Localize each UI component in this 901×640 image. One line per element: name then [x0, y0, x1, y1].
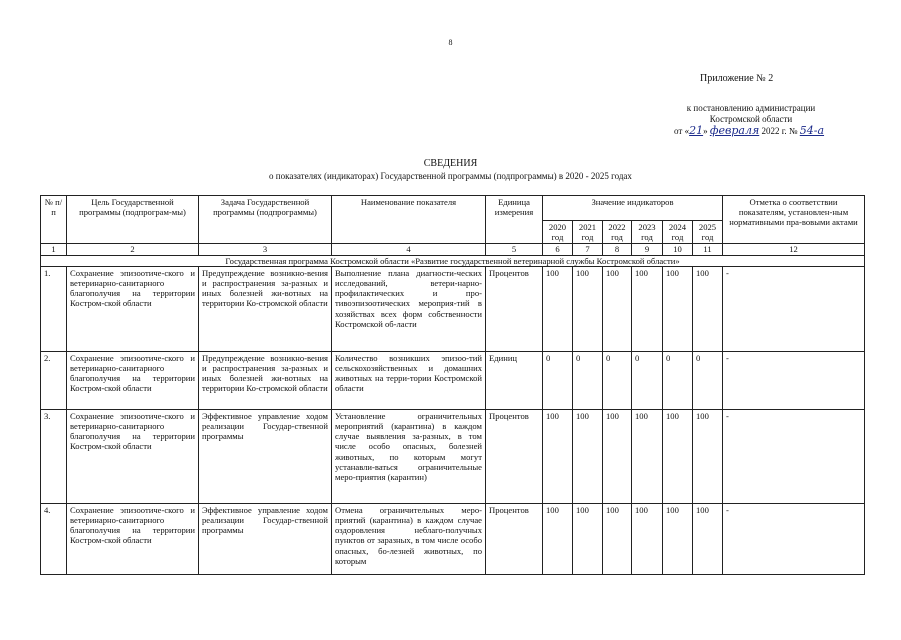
row-value: 0: [663, 351, 693, 409]
row-unit: Процентов: [486, 409, 543, 503]
row-value: 0: [603, 351, 632, 409]
resolution-reference: [676, 103, 826, 137]
resolution-ot: от «: [674, 126, 690, 136]
row-value: 100: [603, 266, 632, 351]
row-goal: Сохранение эпизоотиче-ского и ветеринарно-санитарного благополучия на территории Костром-ской области: [67, 266, 199, 351]
resolution-line-2: Костромской области: [709, 114, 793, 124]
resolution-quote: »: [703, 126, 710, 136]
row-value: 0: [693, 351, 723, 409]
row-value: 100: [693, 409, 723, 503]
col-number: 3: [199, 244, 332, 255]
col-number: 11: [693, 244, 723, 255]
row-value: 0: [543, 351, 573, 409]
row-value: 100: [603, 409, 632, 503]
annex-label: Приложение № 2: [700, 73, 774, 84]
row-task: Предупреждение возникно-вения и распространения за-разных и иных болезней жи-вотных на территории Ко-стромской области: [199, 266, 332, 351]
row-value: 100: [693, 503, 723, 574]
row-unit: Единиц: [486, 351, 543, 409]
row-num: 3.: [41, 409, 67, 503]
row-indicator: Выполнение плана диагности-ческих исследований, ветери-нарно-профилактических и про-тивоэпизоотических мероприя-тий в хозяйствах всех форм собственности Костромской об-ласти: [332, 266, 486, 351]
row-goal: Сохранение эпизоотиче-ского и ветеринарно-санитарного благополучия на территории Костром-ской области: [67, 409, 199, 503]
row-goal: Сохранение эпизоотиче-ского и ветеринарно-санитарного благополучия на территории Костром-ской области: [67, 351, 199, 409]
col-number: 12: [723, 244, 865, 255]
row-note: -: [723, 266, 865, 351]
header-indicator: Наименование показателя: [332, 196, 486, 244]
page-number: 8: [448, 38, 453, 47]
col-number: 1: [41, 244, 67, 255]
row-task: Предупреждение возникно-вения и распространения за-разных и иных болезней жи-вотных на территории Ко-стромской области: [199, 351, 332, 409]
row-indicator: Количество возникших эпизоо-тий сельскохозяйственных и домашних животных на терри-тории Костромской области: [332, 351, 486, 409]
header-values: Значение индикаторов: [543, 196, 723, 221]
row-value: 100: [543, 503, 573, 574]
col-number: 10: [663, 244, 693, 255]
row-value: 100: [663, 266, 693, 351]
header-year: 2020 год: [543, 221, 573, 244]
program-row: Государственная программа Костромской области «Развитие государственной ветеринарной службы Костромской области»: [41, 255, 865, 266]
table-row: [41, 266, 865, 351]
header-num: № п/п: [41, 196, 67, 244]
col-number: 4: [332, 244, 486, 255]
col-number: 2: [67, 244, 199, 255]
resolution-date-number: [674, 125, 826, 137]
row-value: 100: [632, 266, 663, 351]
row-task: Эффективное управление ходом реализации Государ-ственной программы: [199, 503, 332, 574]
row-value: 100: [573, 503, 603, 574]
header-task: Задача Государственной программы (подпрограммы): [199, 196, 332, 244]
handwritten-day: 21: [689, 124, 704, 137]
row-value: 100: [632, 503, 663, 574]
row-goal: Сохранение эпизоотиче-ского и ветеринарно-санитарного благополучия на территории Костром-ской области: [67, 503, 199, 574]
handwritten-number: 54-а: [799, 124, 825, 137]
header-year: 2021 год: [573, 221, 603, 244]
col-number: 9: [632, 244, 663, 255]
row-value: 100: [573, 409, 603, 503]
row-indicator: Установление ограничительных мероприятий (карантина) в каждом случае выявления за-разных, в том числе особо опасных, болезней животных, по которым могут устанавли-ваться ограничительные меро-приятия (карантин): [332, 409, 486, 503]
col-number: 5: [486, 244, 543, 255]
row-value: 100: [663, 409, 693, 503]
row-value: 100: [573, 266, 603, 351]
header-note: Отметка о соответствии показателям, установлен-ным нормативными пра-вовыми актами: [723, 196, 865, 244]
table-row: [41, 409, 865, 503]
header-year: 2025 год: [693, 221, 723, 244]
header-goal: Цель Государственной программы (подпрограм-мы): [67, 196, 199, 244]
col-number: 7: [573, 244, 603, 255]
document-subtitle: о показателях (индикаторах) Государственной программы (подпрограммы) в 2020 - 2025 годах: [269, 171, 632, 181]
header-unit: Единица измерения: [486, 196, 543, 244]
row-note: -: [723, 351, 865, 409]
row-value: 0: [573, 351, 603, 409]
row-value: 100: [632, 409, 663, 503]
table-row: [41, 351, 865, 409]
row-num: 4.: [41, 503, 67, 574]
row-value: 100: [543, 266, 573, 351]
header-year: 2024 год: [663, 221, 693, 244]
row-num: 1.: [41, 266, 67, 351]
header-year: 2022 год: [603, 221, 632, 244]
row-note: -: [723, 409, 865, 503]
resolution-year-no: 2022 г. №: [759, 126, 800, 136]
row-note: -: [723, 503, 865, 574]
table-row: [41, 503, 865, 574]
resolution-line-1: к постановлению администрации: [686, 103, 816, 113]
indicators-table: [40, 195, 865, 575]
row-value: 100: [663, 503, 693, 574]
row-unit: Процентов: [486, 266, 543, 351]
col-number: 8: [603, 244, 632, 255]
row-num: 2.: [41, 351, 67, 409]
row-value: 0: [632, 351, 663, 409]
row-value: 100: [543, 409, 573, 503]
row-value: 100: [693, 266, 723, 351]
row-task: Эффективное управление ходом реализации Государ-ственной программы: [199, 409, 332, 503]
col-number: 6: [543, 244, 573, 255]
row-unit: Процентов: [486, 503, 543, 574]
row-value: 100: [603, 503, 632, 574]
document-title: СВЕДЕНИЯ: [423, 158, 478, 169]
row-indicator: Отмена ограничительных меро-приятий (карантина) в каждом случае оздоровления неблаго-получных пунктов от заразных, в том числе особо опасных, бо-лезней животных, по которым: [332, 503, 486, 574]
handwritten-month: февраля: [709, 124, 760, 137]
header-year: 2023 год: [632, 221, 663, 244]
